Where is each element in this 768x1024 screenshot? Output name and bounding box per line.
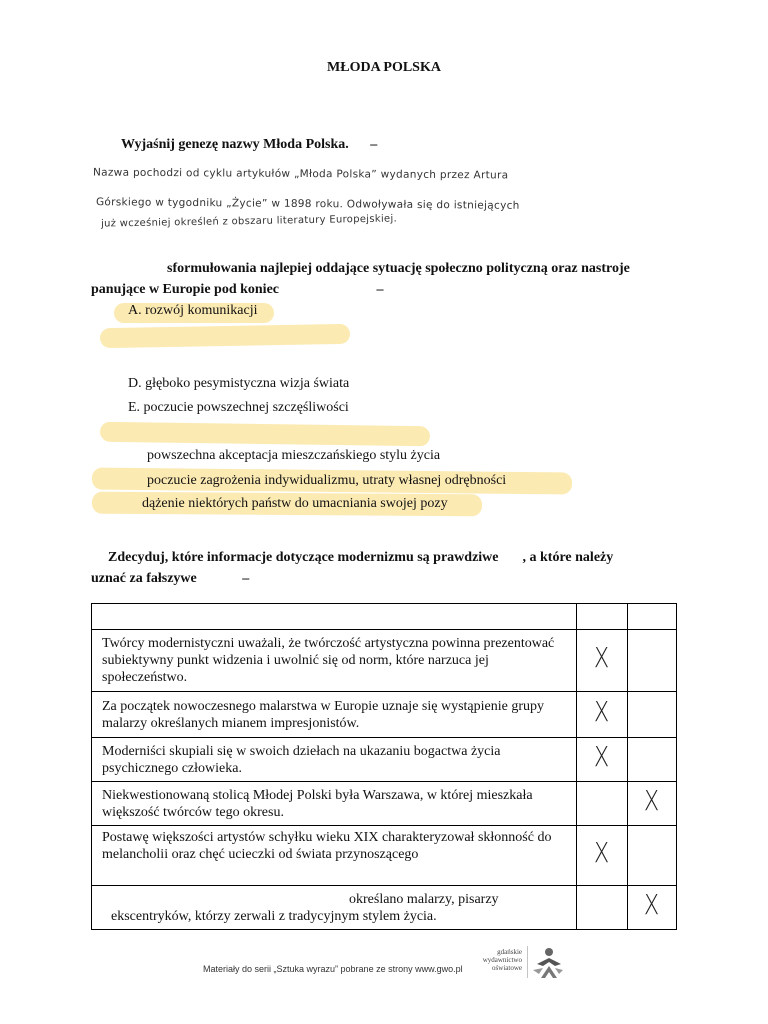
check-mark-icon: X: [594, 740, 610, 773]
publisher-logo-icon: [527, 944, 569, 980]
question-1-prompt: Wyjaśnij genezę nazwy Młoda Polska.: [121, 137, 349, 152]
question-3-part-1: Zdecyduj, które informacje dotyczące modernizmu są prawdziwe: [108, 550, 499, 565]
table-row: [92, 692, 677, 738]
table-row: [92, 630, 677, 692]
page-title: MŁODA POLSKA: [327, 60, 441, 75]
statement-text-line-2: ekscentryków, którzy zerwali z tradycyjnym stylem życia.: [111, 908, 437, 924]
publisher-line-1: gdańskie: [497, 948, 522, 956]
handwritten-answer-line-2: Górskiego w tygodniku „Życie” w 1898 roku. Odwoływała się do istniejących: [95, 196, 520, 212]
table-row: [92, 826, 677, 886]
header-cell-statement: [92, 604, 577, 630]
question-2-line-1: sformułowania najlepiej oddające sytuację społeczno polityczną oraz nastroje: [167, 261, 630, 276]
question-1: [121, 137, 377, 153]
footer-note: Materiały do serii „Sztuka wyrazu” pobrane ze strony www.gwo.pl: [203, 964, 463, 974]
header-cell-false: [628, 604, 677, 630]
false-cell[interactable]: [628, 630, 677, 692]
statement-cell: Twórcy modernistyczni uważali, że twórczość artystyczna powinna prezentować subiektywny punkt widzenia i uwolnić się od norm, które narzuca jej społeczeństwo.: [92, 630, 577, 692]
true-cell[interactable]: [577, 738, 628, 782]
header-cell-true: [577, 604, 628, 630]
question-3-dash: –: [242, 571, 250, 586]
question-1-dash: –: [370, 137, 378, 152]
table-row: [92, 886, 677, 930]
false-cell[interactable]: [628, 886, 677, 930]
false-cell[interactable]: [628, 826, 677, 886]
check-mark-icon: X: [594, 836, 610, 869]
false-cell[interactable]: [628, 782, 677, 826]
check-mark-icon: X: [644, 888, 660, 921]
statement-cell: Moderniści skupiali się w swoich dziełach na ukazaniu bogactwa życia psychicznego człowieka.: [92, 738, 577, 782]
publisher-line-2: wydawnictwo: [482, 956, 522, 964]
check-mark-icon: X: [594, 641, 610, 674]
handwritten-answer-line-3: już wcześniej określeń z obszaru literatury Europejskiej.: [100, 213, 398, 230]
table-header-row: [92, 604, 677, 630]
statement-text-line-1: określano malarzy, pisarzy: [349, 891, 499, 907]
option-d: D. głęboko pesymistyczna wizja świata: [128, 376, 350, 391]
statement-cell: Postawę większości artystów schyłku wieku XIX charakteryzował skłonność do melancholii oraz chęć ucieczki od świata przynoszącego: [92, 826, 577, 886]
statement-cell: [92, 886, 577, 930]
question-2-dash: –: [376, 282, 384, 297]
check-mark-icon: X: [594, 695, 610, 728]
option-f: powszechna akceptacja mieszczańskiego stylu życia: [147, 448, 441, 463]
option-a: A. rozwój komunikacji: [128, 303, 258, 318]
question-3: [91, 547, 677, 589]
true-cell[interactable]: [577, 782, 628, 826]
true-false-table: [91, 603, 677, 930]
true-cell[interactable]: [577, 630, 628, 692]
statement-cell: Niekwestionowaną stolicą Młodej Polski była Warszawa, w której mieszkała większość twórców tego okresu.: [92, 782, 577, 826]
handwritten-answer-line-1: Nazwa pochodzi od cyklu artykułów „Młoda Polska” wydanych przez Artura: [92, 166, 509, 182]
question-3-part-3: uznać za fałszywe: [91, 571, 197, 586]
true-cell[interactable]: [577, 826, 628, 886]
publisher-line-3: oświatowe: [492, 964, 522, 972]
false-cell[interactable]: [628, 738, 677, 782]
question-2: [91, 258, 677, 300]
question-3-part-2: , a które należy: [522, 550, 614, 565]
check-mark-icon: X: [644, 784, 660, 817]
highlight-mark: [100, 324, 350, 348]
true-cell[interactable]: [577, 886, 628, 930]
table-row: [92, 782, 677, 826]
highlight-mark: [100, 422, 430, 447]
publisher-name: [480, 948, 522, 972]
true-cell[interactable]: [577, 692, 628, 738]
question-2-line-2: panujące w Europie pod koniec: [91, 282, 279, 297]
option-e: E. poczucie powszechnej szczęśliwości: [128, 400, 349, 415]
statement-cell: Za początek nowoczesnego malarstwa w Europie uznaje się wystąpienie grupy malarzy określanych mianem impresjonistów.: [92, 692, 577, 738]
false-cell[interactable]: [628, 692, 677, 738]
option-g: poczucie zagrożenia indywidualizmu, utraty własnej odrębności: [147, 473, 507, 488]
option-h: dążenie niektórych państw do umacniania swojej pozy: [142, 496, 448, 511]
table-row: [92, 738, 677, 782]
